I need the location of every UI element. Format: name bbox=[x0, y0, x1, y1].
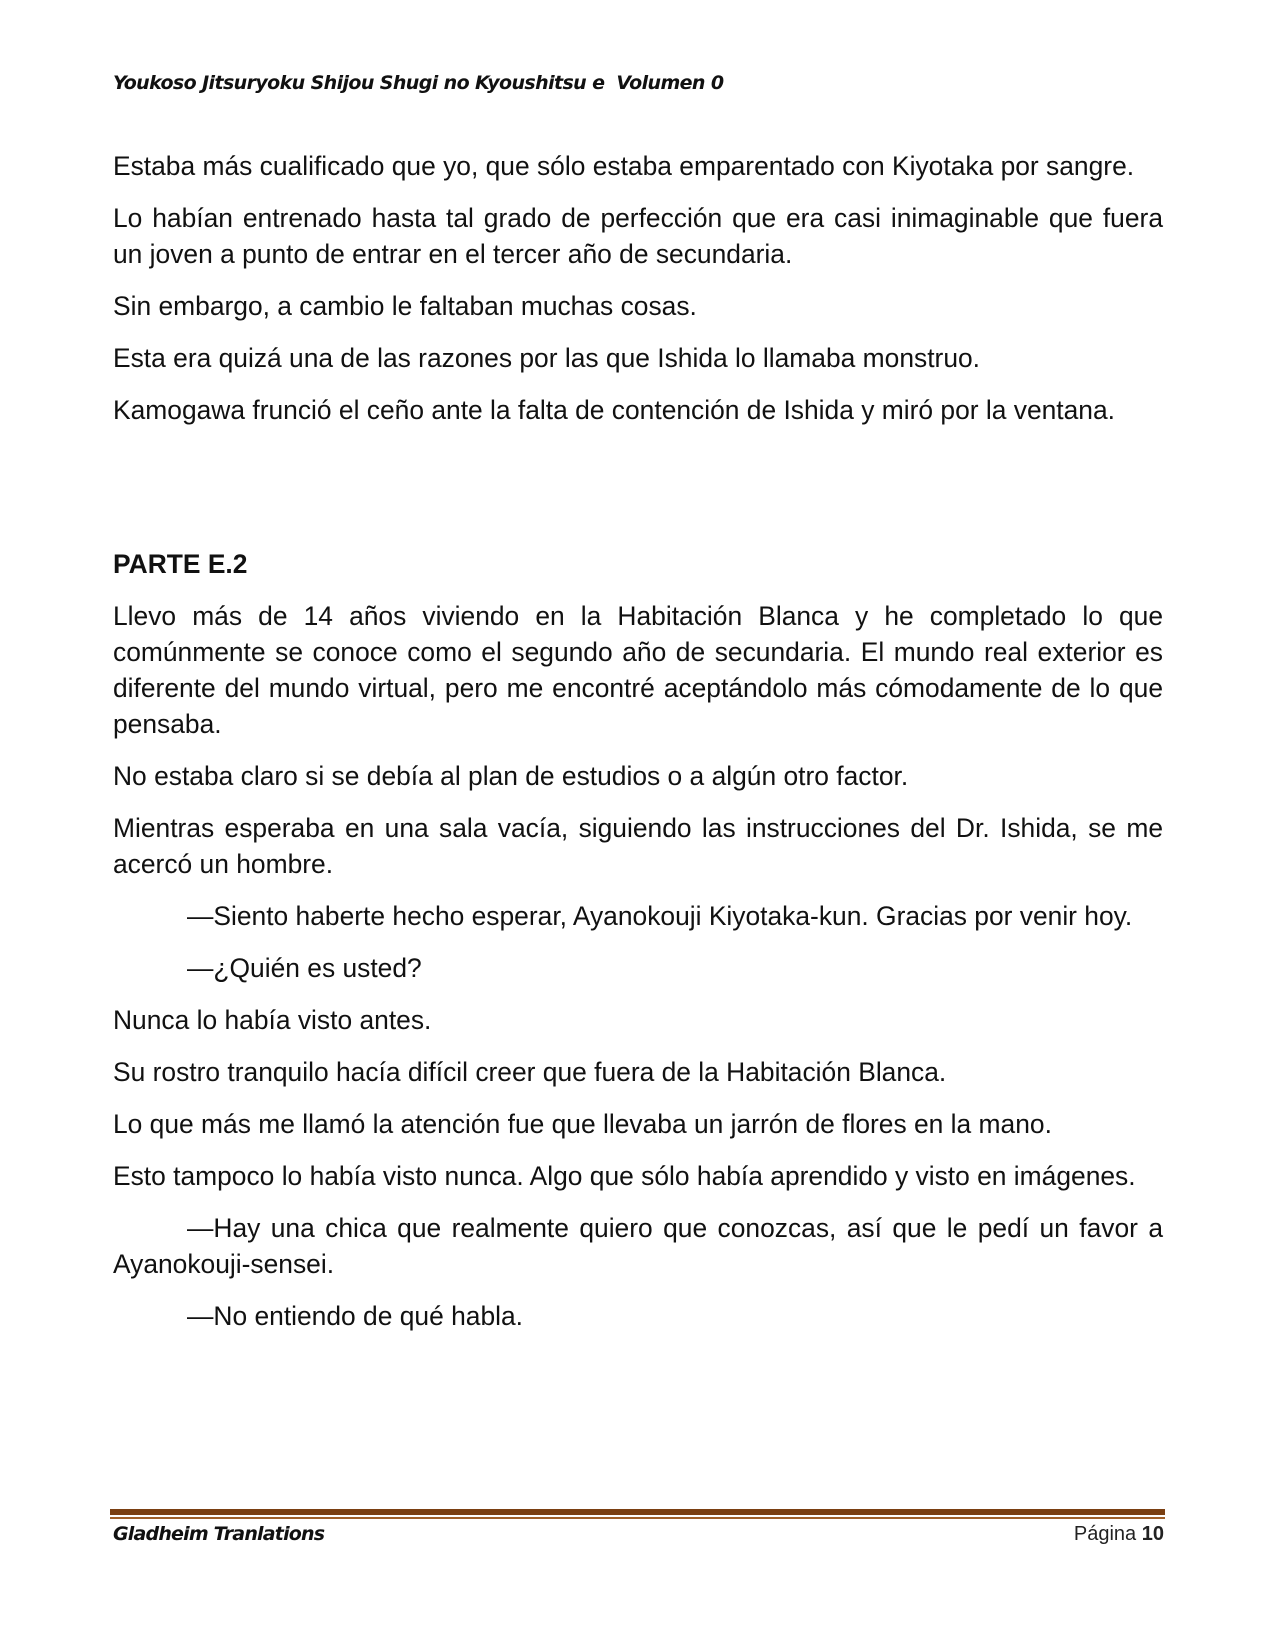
paragraph: Su rostro tranquilo hacía difícil creer que fuera de la Habitación Blanca. bbox=[113, 1057, 947, 1087]
paragraph: No estaba claro si se debía al plan de estudios o a algún otro factor. bbox=[113, 761, 909, 791]
dialogue-line: —¿Quién es usted? bbox=[187, 953, 422, 983]
paragraph: Esta era quizá una de las razones por las que Ishida lo llamaba monstruo. bbox=[113, 343, 980, 373]
paragraph: Nunca lo había visto antes. bbox=[113, 1005, 432, 1035]
body-text bbox=[113, 148, 1163, 1350]
paragraph: Lo habían entrenado hasta tal grado de perfección que era casi inimaginable que fuera un joven a punto de entrar en el tercer año de secundaria. bbox=[113, 203, 1163, 269]
paragraph: Estaba más cualificado que yo, que sólo estaba emparentado con Kiyotaka por sangre. bbox=[113, 151, 1135, 181]
dialogue-line: —No entiendo de qué habla. bbox=[187, 1301, 524, 1331]
footer-credit: Gladheim Tranlations bbox=[113, 1523, 325, 1545]
section-spacer bbox=[113, 444, 1163, 546]
paragraph: Mientras esperaba en una sala vacía, siguiendo las instrucciones del Dr. Ishida, se me acercó un hombre. bbox=[113, 813, 1163, 879]
running-header: Youkoso Jitsuryoku Shijou Shugi no Kyoushitsu e Volumen 0 bbox=[113, 72, 724, 94]
dialogue-line: —Siento haberte hecho esperar, Ayanokouji Kiyotaka-kun. Gracias por venir hoy. bbox=[187, 901, 1133, 931]
paragraph: Esto tampoco lo había visto nunca. Algo que sólo había aprendido y visto en imágenes. bbox=[113, 1161, 1136, 1191]
footer-divider bbox=[110, 1509, 1165, 1515]
paragraph: Llevo más de 14 años viviendo en la Habitación Blanca y he completado lo que comúnmente se conoce como el segundo año de secundaria. El mundo real exterior es diferente del mundo virtual, pero me encontré aceptándolo más cómodamente de lo que pensaba. bbox=[113, 601, 1163, 739]
dialogue-line: —Hay una chica que realmente quiero que conozcas, así que le pedí un favor a Ayanokouji-sensei. bbox=[113, 1213, 1163, 1279]
paragraph: Sin embargo, a cambio le faltaban muchas cosas. bbox=[113, 291, 697, 321]
page-label: Página bbox=[1073, 1523, 1137, 1545]
section-heading: PARTE E.2 bbox=[113, 549, 248, 579]
page-number-value: 10 bbox=[1141, 1523, 1164, 1545]
paragraph: Lo que más me llamó la atención fue que llevaba un jarrón de flores en la mano. bbox=[113, 1109, 1052, 1139]
footer-divider-thin bbox=[110, 1517, 1165, 1519]
paragraph: Kamogawa frunció el ceño ante la falta de contención de Ishida y miró por la ventana. bbox=[113, 395, 1115, 425]
page-number bbox=[1074, 1523, 1164, 1546]
